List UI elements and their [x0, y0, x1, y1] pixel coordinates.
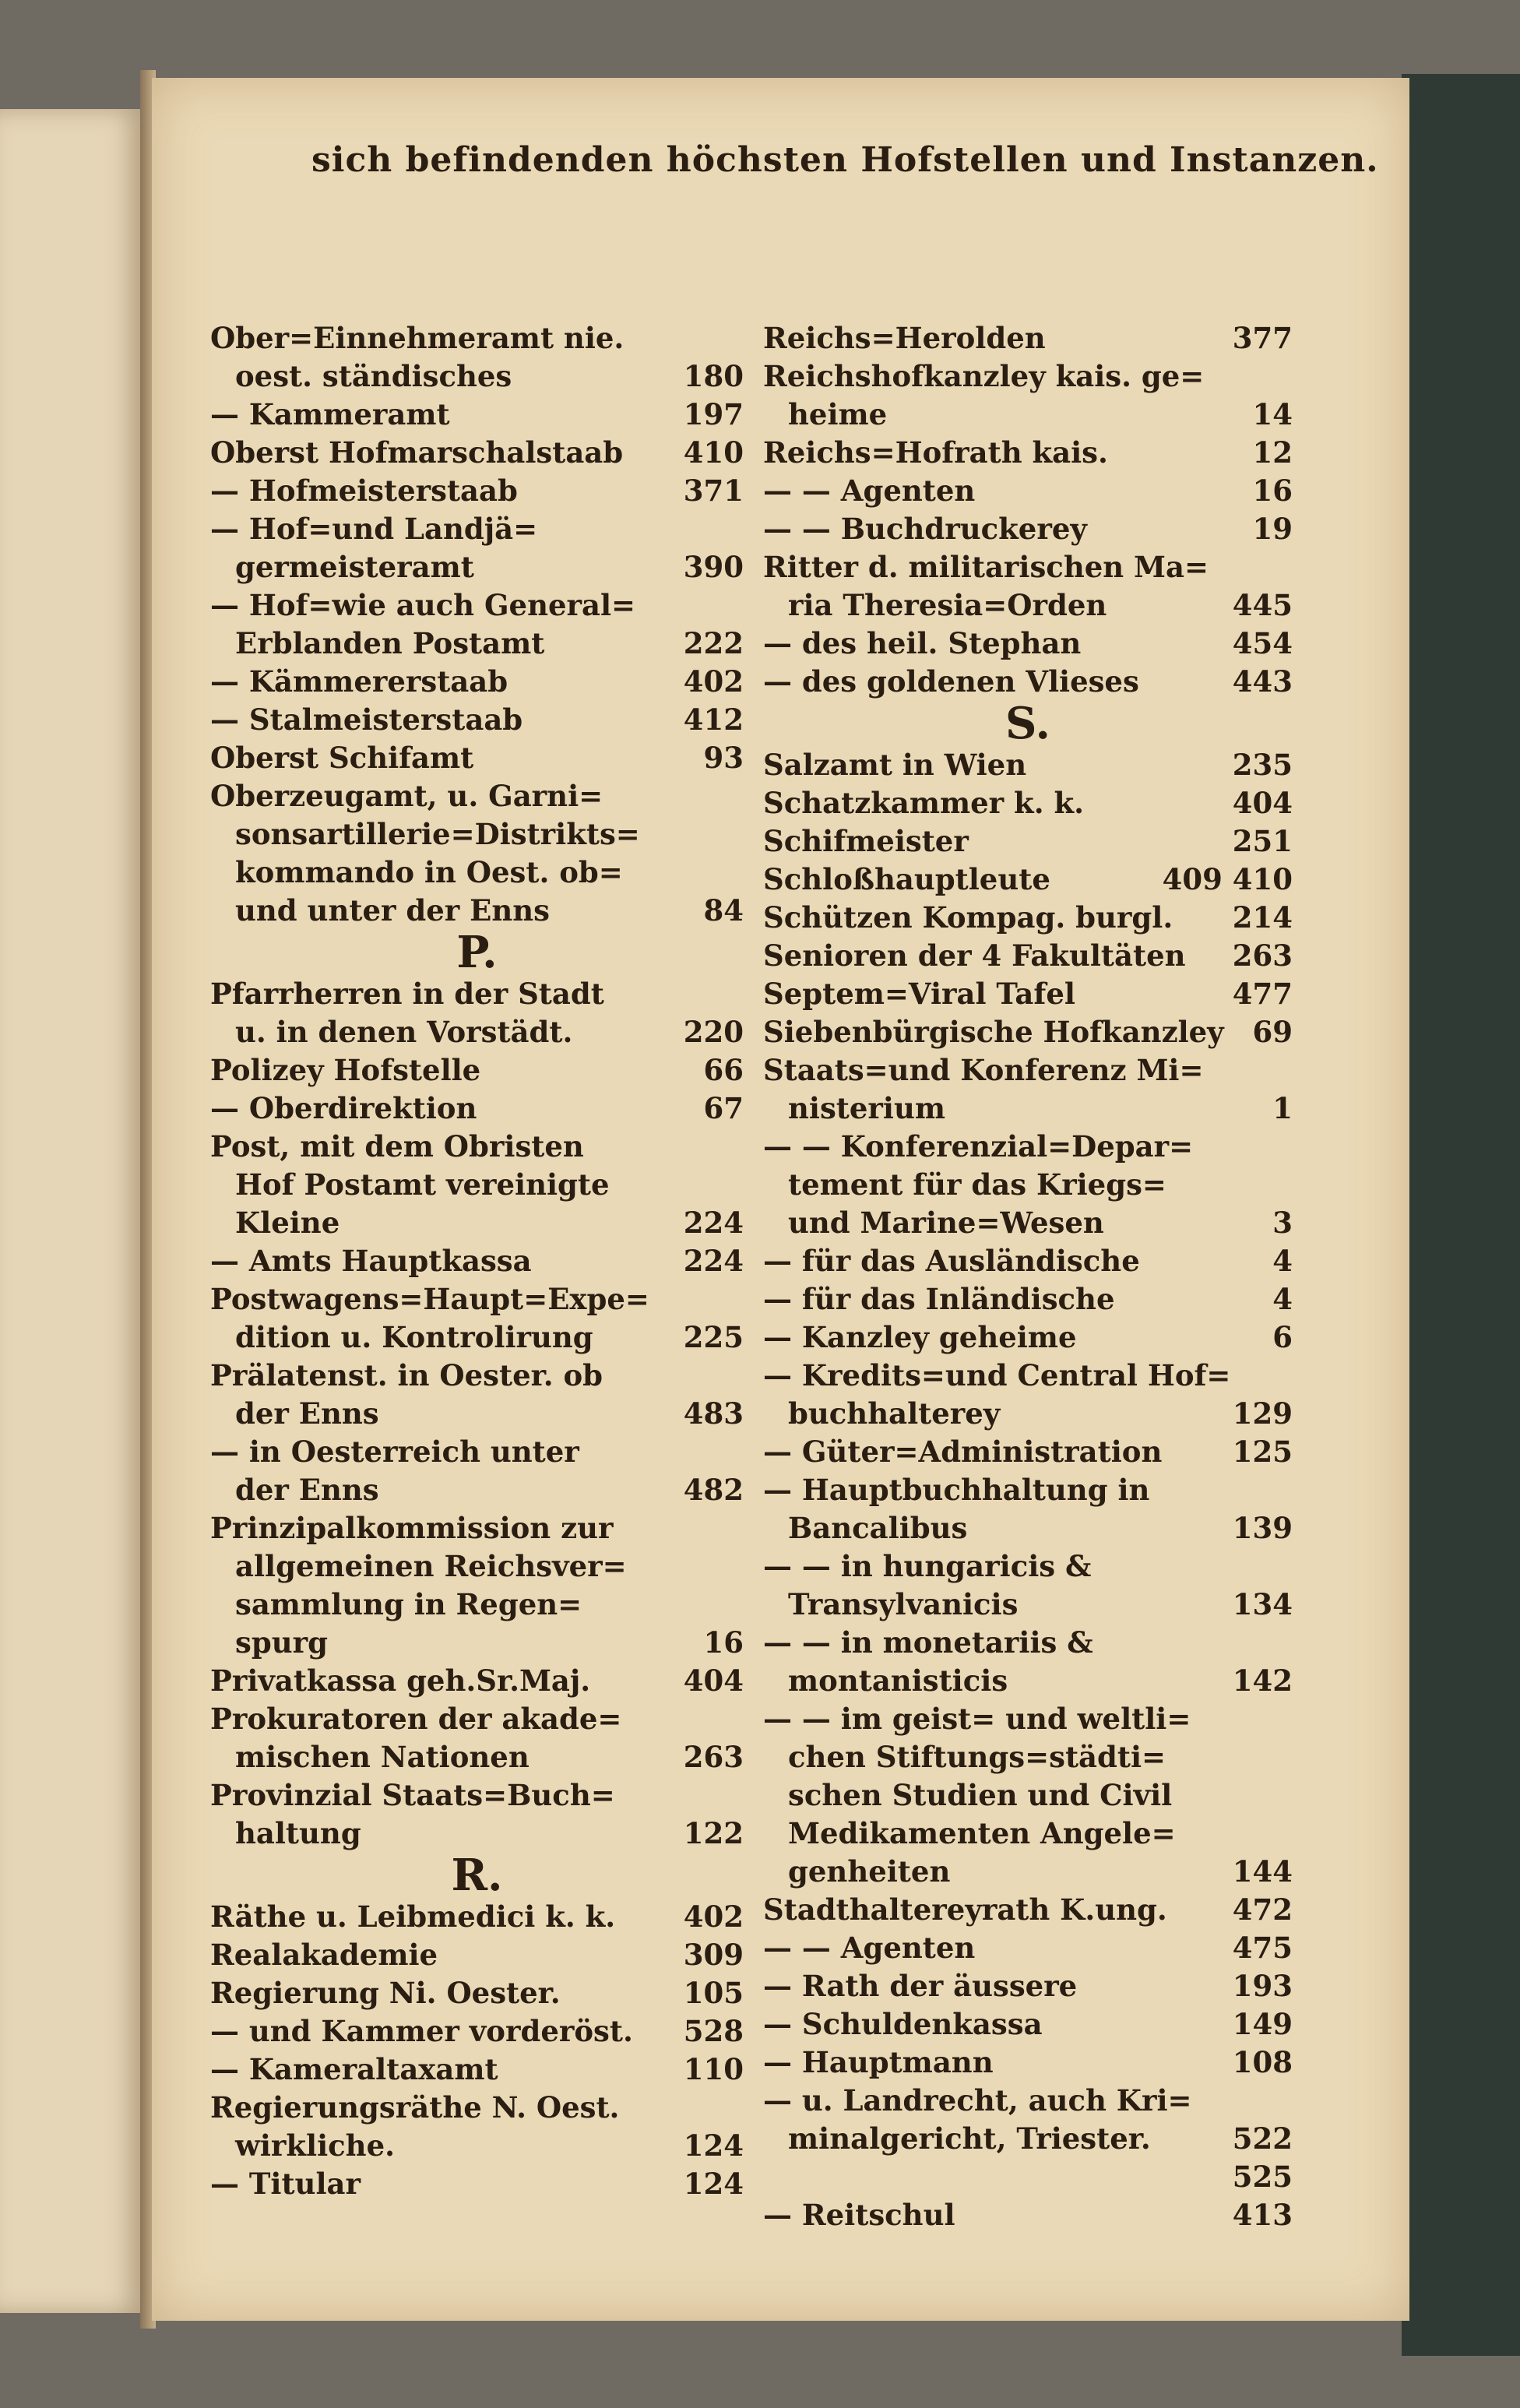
entry-text: der Enns	[235, 1396, 379, 1431]
entry-page-number: 404	[1232, 786, 1293, 820]
entry-text: genheiten	[788, 1854, 951, 1889]
index-entry	[763, 1891, 1293, 1929]
entry-page-number: 84	[703, 893, 744, 928]
entry-text: oest. ständisches	[235, 359, 512, 393]
entry-page-number: 69	[1252, 1015, 1293, 1049]
index-column-right	[763, 319, 1293, 2234]
index-entry	[763, 2044, 1293, 2082]
entry-page-number: 108	[1232, 2045, 1293, 2079]
entry-text: — — Agenten	[763, 474, 976, 508]
entry-text: — — Agenten	[763, 1931, 976, 1965]
index-entry	[763, 2082, 1293, 2120]
entry-page-number: 475	[1232, 1931, 1293, 1965]
entry-text: tement für das Kriegs=	[788, 1167, 1166, 1202]
entry-page-number: 225	[683, 1320, 744, 1354]
entry-text: — Kredits=und Central Hof=	[763, 1358, 1231, 1392]
entry-page-number: 263	[683, 1740, 744, 1774]
index-entry	[763, 510, 1293, 548]
entry-page-number: 525	[1232, 2160, 1293, 2194]
index-entry	[210, 2127, 744, 2165]
entry-page-number: 528	[683, 2014, 744, 2048]
entry-text: Pfarrherren in der Stadt	[210, 977, 604, 1011]
entry-text: buchhalterey	[788, 1396, 1001, 1431]
index-entry	[210, 1051, 744, 1090]
entry-text: — Hof=und Landjä=	[210, 512, 538, 546]
index-entry	[210, 357, 744, 396]
index-entry	[763, 1128, 1293, 1166]
entry-text: — — in hungaricis &	[763, 1549, 1092, 1583]
entry-page-number: 402	[683, 1899, 744, 1934]
entry-text: Reichshofkanzley kais. ge=	[763, 359, 1205, 393]
index-entry	[763, 1509, 1293, 1547]
entry-text: — Kammeramt	[210, 397, 450, 431]
index-entry	[210, 1815, 744, 1853]
index-entry	[210, 663, 744, 701]
index-entry	[210, 586, 744, 625]
index-entry	[763, 1242, 1293, 1280]
entry-text: u. in denen Vorstädt.	[235, 1015, 573, 1049]
entry-page-number: 110	[683, 2052, 744, 2086]
index-entry	[210, 1936, 744, 1974]
entry-text: — Reitschul	[763, 2198, 955, 2232]
index-column-left	[210, 319, 744, 2203]
entry-text: ria Theresia=Orden	[788, 588, 1107, 622]
entry-text: — — in monetariis &	[763, 1625, 1093, 1660]
entry-text: — Güter=Administration	[763, 1435, 1163, 1469]
entry-text: — in Oesterreich unter	[210, 1435, 579, 1469]
entry-text: — des heil. Stephan	[763, 626, 1082, 660]
entry-page-number: 409 410	[1162, 862, 1293, 896]
entry-page-number: 134	[1232, 1587, 1293, 1621]
entry-page-number: 224	[683, 1206, 744, 1240]
entry-text: spurg	[235, 1625, 328, 1660]
entry-text: Erblanden Postamt	[235, 626, 545, 660]
index-entry	[210, 1547, 744, 1586]
index-entry	[210, 1471, 744, 1509]
index-entry	[210, 1898, 744, 1936]
index-entry	[210, 472, 744, 510]
entry-text: und Marine=Wesen	[788, 1206, 1104, 1240]
entry-text: Regierung Ni. Oester.	[210, 1976, 561, 2010]
entry-text: und unter der Enns	[235, 893, 550, 928]
entry-page-number: 66	[703, 1053, 744, 1087]
entry-text: Polizey Hofstelle	[210, 1053, 481, 1087]
entry-text: Privatkassa geh.Sr.Maj.	[210, 1663, 591, 1698]
index-entry	[763, 357, 1293, 396]
entry-page-number: 129	[1232, 1396, 1293, 1431]
index-entry	[210, 1318, 744, 1357]
entry-page-number: 12	[1252, 435, 1293, 470]
entry-page-number: 4	[1272, 1282, 1293, 1316]
entry-text: — des goldenen Vlieses	[763, 664, 1139, 699]
entry-page-number: 482	[683, 1473, 744, 1507]
index-entry	[763, 1853, 1293, 1891]
left-page-edge	[0, 109, 144, 2313]
index-entry	[763, 663, 1293, 701]
entry-page-number: 180	[683, 359, 744, 393]
entry-text: — Hofmeisterstaab	[210, 474, 518, 508]
entry-text: R.	[451, 1850, 503, 1901]
entry-page-number: 3	[1272, 1206, 1293, 1240]
index-entry	[210, 777, 744, 815]
entry-text: nisterium	[788, 1091, 946, 1125]
entry-page-number: 122	[683, 1816, 744, 1850]
entry-page-number: 454	[1232, 626, 1293, 660]
index-entry	[763, 861, 1293, 899]
entry-page-number: 144	[1232, 1854, 1293, 1889]
index-entry	[763, 1090, 1293, 1128]
entry-text: — — Buchdruckerey	[763, 512, 1087, 546]
index-entry	[210, 1586, 744, 1624]
index-entry	[210, 396, 744, 434]
section-letter-heading	[210, 927, 744, 978]
index-entry	[210, 1974, 744, 2012]
entry-text: mischen Nationen	[235, 1740, 530, 1774]
entry-text: Postwagens=Haupt=Expe=	[210, 1282, 649, 1316]
index-entry	[210, 1013, 744, 1051]
entry-text: Räthe u. Leibmedici k. k.	[210, 1899, 616, 1934]
entry-text: — Kanzley geheime	[763, 1320, 1077, 1354]
index-entry	[210, 625, 744, 663]
index-entry	[210, 2051, 744, 2089]
entry-text: Siebenbürgische Hofkanzley	[763, 1015, 1224, 1049]
index-entry	[210, 975, 744, 1013]
index-entry	[763, 2158, 1293, 2196]
entry-text: — für das Ausländische	[763, 1244, 1140, 1278]
entry-page-number: 124	[683, 2128, 744, 2163]
index-entry	[210, 1357, 744, 1395]
index-entry	[763, 1013, 1293, 1051]
index-entry	[763, 1586, 1293, 1624]
index-entry	[763, 1471, 1293, 1509]
index-entry	[210, 319, 744, 357]
running-header: sich befindenden höchsten Hofstellen und Instanzen.	[311, 140, 1379, 180]
entry-page-number: 224	[683, 1244, 744, 1278]
index-entry	[763, 1166, 1293, 1204]
entry-text: — Hof=wie auch General=	[210, 588, 636, 622]
entry-text: Prälatenst. in Oester. ob	[210, 1358, 603, 1392]
index-entry	[210, 1166, 744, 1204]
index-entry	[763, 1815, 1293, 1853]
entry-page-number: 413	[1232, 2198, 1293, 2232]
entry-page-number: 477	[1232, 977, 1293, 1011]
entry-text: S.	[1005, 698, 1050, 749]
entry-page-number: 142	[1232, 1663, 1293, 1698]
entry-page-number: 412	[683, 702, 744, 737]
entry-text: minalgericht, Triester.	[788, 2121, 1151, 2156]
entry-page-number: 4	[1272, 1244, 1293, 1278]
entry-text: Prinzipalkommission zur	[210, 1511, 614, 1545]
entry-text: — und Kammer vorderöst.	[210, 2014, 633, 2048]
index-entry	[763, 1204, 1293, 1242]
index-entry	[763, 1318, 1293, 1357]
entry-text: — für das Inländische	[763, 1282, 1115, 1316]
index-entry	[210, 1662, 744, 1700]
index-entry	[763, 1051, 1293, 1090]
index-entry	[763, 2005, 1293, 2044]
entry-page-number: 6	[1272, 1320, 1293, 1354]
index-entry	[763, 937, 1293, 975]
index-entry	[763, 899, 1293, 937]
entry-text: P.	[456, 927, 498, 978]
entry-text: — Kameraltaxamt	[210, 2052, 498, 2086]
entry-text: Schloßhauptleute	[763, 862, 1050, 896]
entry-page-number: 16	[703, 1625, 744, 1660]
index-entry	[210, 1738, 744, 1776]
entry-text: — Rath der äussere	[763, 1969, 1078, 2003]
entry-text: Oberst Schifamt	[210, 741, 474, 775]
entry-page-number: 251	[1232, 824, 1293, 858]
index-entry	[763, 1624, 1293, 1662]
index-entry	[210, 1433, 744, 1471]
index-entry	[763, 434, 1293, 472]
entry-text: — u. Landrecht, auch Kri=	[763, 2083, 1192, 2118]
index-entry	[210, 815, 744, 854]
index-entry	[763, 1357, 1293, 1395]
index-entry	[763, 822, 1293, 861]
index-entry	[763, 1738, 1293, 1776]
entry-text: Staats=und Konferenz Mi=	[763, 1053, 1204, 1087]
index-entry	[210, 548, 744, 586]
index-entry	[210, 854, 744, 892]
index-entry	[210, 434, 744, 472]
index-entry	[763, 2120, 1293, 2158]
index-entry	[763, 1662, 1293, 1700]
entry-text: schen Studien und Civil	[788, 1778, 1173, 1812]
entry-page-number: 197	[683, 397, 744, 431]
entry-page-number: 105	[683, 1976, 744, 2010]
section-letter-heading	[210, 1850, 744, 1901]
entry-text: — Oberdirektion	[210, 1091, 477, 1125]
entry-page-number: 404	[683, 1663, 744, 1698]
entry-page-number: 67	[703, 1091, 744, 1125]
index-entry	[763, 1929, 1293, 1967]
entry-page-number: 263	[1232, 938, 1293, 973]
index-entry	[210, 739, 744, 777]
index-entry	[763, 975, 1293, 1013]
index-entry	[210, 1128, 744, 1166]
index-entry	[210, 510, 744, 548]
index-entry	[210, 1624, 744, 1662]
entry-text: Post, mit dem Obristen	[210, 1129, 584, 1164]
entry-text: Oberzeugamt, u. Garni=	[210, 779, 603, 813]
entry-text: Reichs=Herolden	[763, 321, 1046, 355]
index-entry	[210, 701, 744, 739]
entry-text: Reichs=Hofrath kais.	[763, 435, 1108, 470]
entry-page-number: 443	[1232, 664, 1293, 699]
entry-text: — — im geist= und weltli=	[763, 1702, 1191, 1736]
entry-text: Senioren der 4 Fakultäten	[763, 938, 1186, 973]
index-entry	[763, 1967, 1293, 2005]
index-entry	[210, 1509, 744, 1547]
index-entry	[763, 1700, 1293, 1738]
entry-page-number: 235	[1232, 748, 1293, 782]
entry-text: — Amts Hauptkassa	[210, 1244, 532, 1278]
entry-page-number: 139	[1232, 1511, 1293, 1545]
book-cover-board	[1402, 74, 1520, 2356]
entry-text: — Kämmererstaab	[210, 664, 508, 699]
entry-page-number: 125	[1232, 1435, 1293, 1469]
entry-text: Hof Postamt vereinigte	[235, 1167, 610, 1202]
index-entry	[763, 1547, 1293, 1586]
index-entry	[210, 1700, 744, 1738]
entry-text: Transylvanicis	[788, 1587, 1019, 1621]
entry-page-number: 16	[1252, 474, 1293, 508]
entry-text: heime	[788, 397, 888, 431]
entry-text: allgemeinen Reichsver=	[235, 1549, 627, 1583]
index-entry	[763, 1280, 1293, 1318]
entry-text: Ritter d. militarischen Ma=	[763, 550, 1209, 584]
index-entry	[763, 472, 1293, 510]
entry-text: Realakademie	[210, 1938, 438, 1972]
entry-page-number: 220	[683, 1015, 744, 1049]
entry-page-number: 522	[1232, 2121, 1293, 2156]
index-entry	[210, 1204, 744, 1242]
entry-text: germeisteramt	[235, 550, 474, 584]
entry-page-number: 193	[1232, 1969, 1293, 2003]
entry-page-number: 14	[1252, 397, 1293, 431]
entry-text: wirkliche.	[235, 2128, 395, 2163]
entry-page-number: 371	[683, 474, 744, 508]
index-entry	[763, 396, 1293, 434]
index-entry	[210, 892, 744, 930]
entry-text: Salzamt in Wien	[763, 748, 1027, 782]
index-entry	[210, 2012, 744, 2051]
index-entry	[763, 319, 1293, 357]
entry-text: — — Konferenzial=Depar=	[763, 1129, 1194, 1164]
entry-text: chen Stiftungs=städti=	[788, 1740, 1166, 1774]
entry-page-number: 214	[1232, 900, 1293, 935]
index-entry	[763, 1433, 1293, 1471]
entry-page-number: 19	[1252, 512, 1293, 546]
entry-page-number: 1	[1272, 1091, 1293, 1125]
entry-page-number: 445	[1232, 588, 1293, 622]
entry-page-number: 483	[683, 1396, 744, 1431]
entry-text: Provinzial Staats=Buch=	[210, 1778, 615, 1812]
index-entry	[763, 784, 1293, 822]
entry-text: Schifmeister	[763, 824, 969, 858]
entry-page-number: 402	[683, 664, 744, 699]
entry-text: Schützen Kompag. burgl.	[763, 900, 1173, 935]
index-entry	[210, 1242, 744, 1280]
entry-text: — Schuldenkassa	[763, 2007, 1043, 2041]
entry-text: Schatzkammer k. k.	[763, 786, 1084, 820]
entry-page-number: 410	[683, 435, 744, 470]
entry-page-number: 149	[1232, 2007, 1293, 2041]
index-entry	[763, 746, 1293, 784]
index-entry	[763, 625, 1293, 663]
entry-text: Septem=Viral Tafel	[763, 977, 1075, 1011]
index-entry	[210, 1395, 744, 1433]
entry-text: Kleine	[235, 1206, 340, 1240]
entry-page-number: 124	[683, 2167, 744, 2201]
entry-page-number: 472	[1232, 1892, 1293, 1927]
index-entry	[210, 1280, 744, 1318]
entry-text: sonsartillerie=Distrikts=	[235, 817, 640, 851]
entry-text: kommando in Oest. ob=	[235, 855, 623, 889]
index-entry	[763, 2196, 1293, 2234]
entry-text: Medikamenten Angele=	[788, 1816, 1176, 1850]
entry-text: haltung	[235, 1816, 361, 1850]
index-entry	[763, 1395, 1293, 1433]
entry-text: dition u. Kontrolirung	[235, 1320, 593, 1354]
section-letter-heading	[763, 698, 1293, 749]
entry-text: — Hauptmann	[763, 2045, 994, 2079]
entry-page-number: 93	[703, 741, 744, 775]
entry-page-number: 377	[1232, 321, 1293, 355]
entry-text: Stadthaltereyrath K.ung.	[763, 1892, 1167, 1927]
entry-text: Ober=Einnehmeramt nie.	[210, 321, 625, 355]
entry-text: Oberst Hofmarschalstaab	[210, 435, 624, 470]
entry-page-number: 390	[683, 550, 744, 584]
entry-page-number: 222	[683, 626, 744, 660]
entry-text: — Titular	[210, 2167, 361, 2201]
entry-text: Prokuratoren der akade=	[210, 1702, 622, 1736]
index-entry	[763, 586, 1293, 625]
index-entry	[210, 2089, 744, 2127]
index-entry	[763, 1776, 1293, 1815]
entry-text: der Enns	[235, 1473, 379, 1507]
entry-text: — Stalmeisterstaab	[210, 702, 523, 737]
index-entry	[210, 2165, 744, 2203]
index-entry	[210, 1776, 744, 1815]
index-entry	[210, 1090, 744, 1128]
entry-text: montanisticis	[788, 1663, 1008, 1698]
entry-page-number: 309	[683, 1938, 744, 1972]
entry-text: sammlung in Regen=	[235, 1587, 582, 1621]
entry-text: — Hauptbuchhaltung in	[763, 1473, 1150, 1507]
index-entry	[763, 548, 1293, 586]
entry-text: Regierungsräthe N. Oest.	[210, 2090, 620, 2125]
entry-text: Bancalibus	[788, 1511, 968, 1545]
